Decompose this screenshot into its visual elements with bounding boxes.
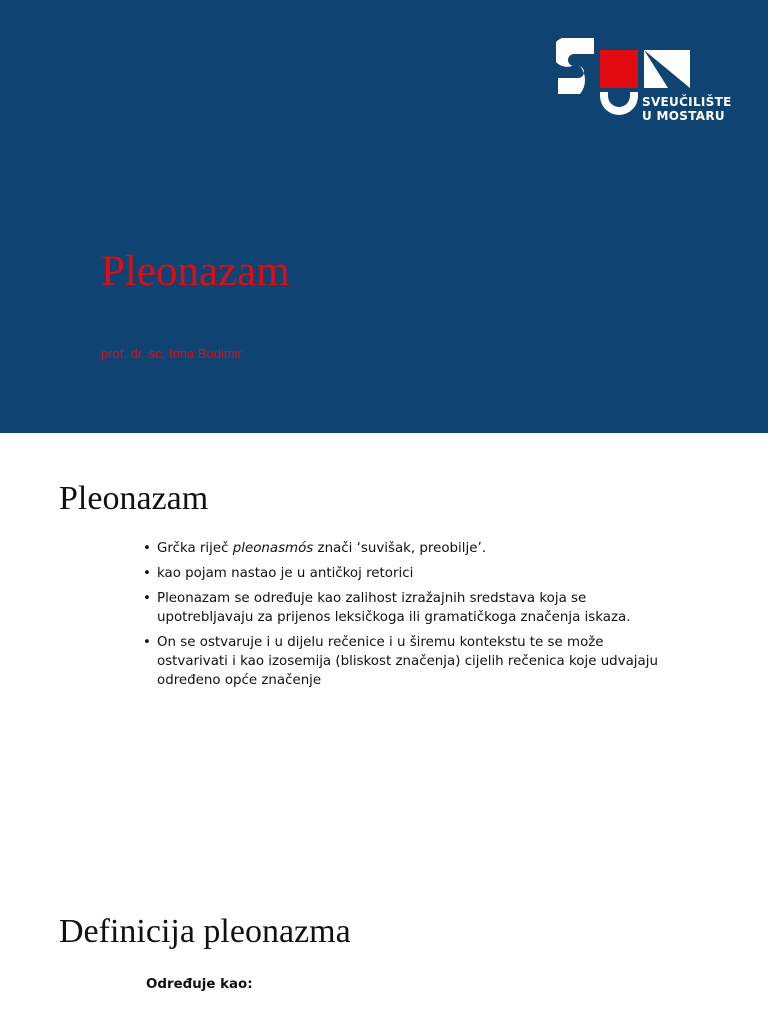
slide-title: Pleonazam	[59, 480, 209, 517]
section-title: Definicija pleonazma	[59, 913, 351, 950]
bullet-item: • kao pojam nastao je u antičkoj retorici	[143, 564, 663, 583]
bullet-item: • On se ostvaruje i u dijelu rečenice i u širemu kontekstu te se može ostvarivati i kao izosemija (bliskost značenja) cijelih rečenica koje udvajaju određeno opće značenje	[143, 633, 663, 690]
logo-wordmark	[642, 95, 732, 123]
logo-line-2: U MOSTARU	[642, 109, 725, 123]
bullet-text-emphasis: pleonasmós	[232, 541, 314, 556]
presentation-author: prof. dr. sc. Irina Budimir	[101, 346, 242, 361]
bullet-text-pre: Grčka riječ	[157, 541, 233, 556]
section-subtitle: Određuje kao:	[146, 977, 253, 992]
presentation-title: Pleonazam	[101, 248, 290, 295]
title-slide	[0, 0, 768, 433]
university-logo	[556, 36, 736, 126]
content-slide	[0, 433, 768, 1024]
bullet-item: • Pleonazam se određuje kao zalihost izražajnih sredstava koja se upotrebljavaju za prijenos leksičkoga ili gramatičkoga značenja iskaza.	[143, 589, 663, 627]
logo-line-1: SVEUČILIŠTE	[642, 95, 732, 109]
bullet-item	[143, 539, 663, 558]
bullet-text-post: znači ‘suvišak, preobilje’.	[313, 541, 486, 556]
bullet-list	[143, 539, 663, 696]
